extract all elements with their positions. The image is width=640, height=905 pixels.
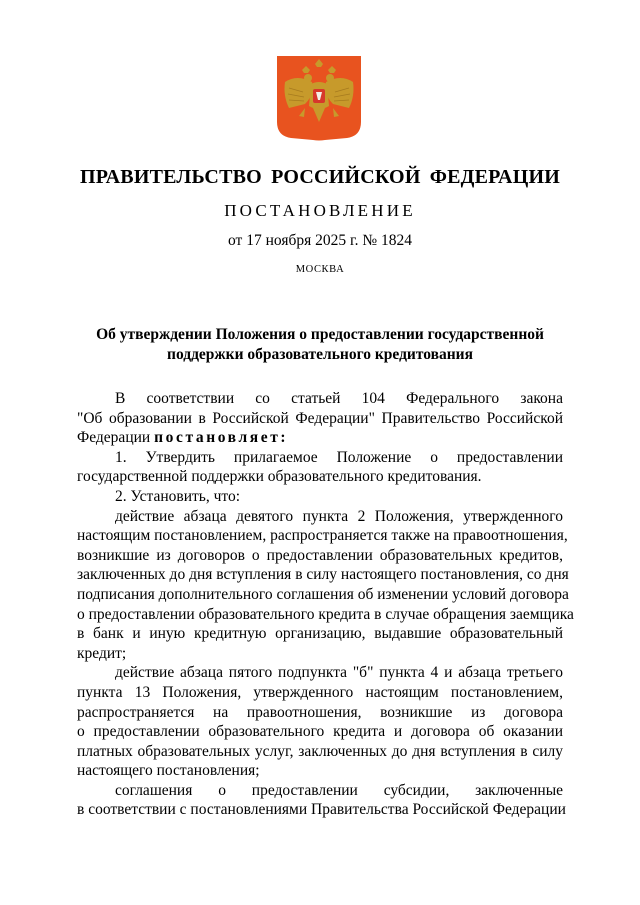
resolves-keyword: постановляет:	[154, 429, 289, 447]
document-heading	[0, 325, 640, 365]
paragraph-line: 1. Утвердить прилагаемое Положение о предоставлении	[115, 448, 563, 466]
document-body	[77, 389, 574, 820]
paragraph-line: платных образовательных услуг, заключенных до дня вступления в силу	[77, 742, 563, 760]
paragraph-line: о предоставлении образовательного кредита в случае обращения заемщика	[77, 605, 574, 623]
document-heading-line: Об утверждении Положения о предоставлении государственной	[96, 326, 544, 343]
paragraph-line: В соответствии со статьей 104 Федерального закона	[115, 390, 563, 407]
paragraph-line: настоящего постановления;	[77, 762, 260, 780]
paragraph-line: настоящим постановлением, распространяется также на правоотношения,	[77, 527, 568, 545]
paragraph-line: в соответствии с постановлениями Правительства Российской Федерации	[77, 801, 566, 819]
paragraph-line: государственной поддержки образовательного кредитования.	[77, 468, 482, 486]
government-title: ПРАВИТЕЛЬСТВО РОССИЙСКОЙ ФЕДЕРАЦИИ	[80, 166, 560, 188]
paragraph-line: соглашения о предоставлении субсидии, заключенные	[115, 781, 563, 799]
document-heading-line: поддержки образовательного кредитования	[167, 346, 473, 363]
paragraph-line: в банк и иную кредитную организацию, выдавшие образовательный	[77, 625, 563, 643]
paragraph-text: Федерации	[77, 429, 155, 447]
document-date-number: от 17 ноября 2025 г. № 1824	[228, 232, 412, 249]
paragraph-line: действие абзаца пятого подпункта "б" пункта 4 и абзаца третьего	[115, 664, 563, 682]
paragraph-line: возникшие из договоров о предоставлении образовательных кредитов,	[77, 546, 563, 564]
paragraph-line: действие абзаца девятого пункта 2 Положения, утвержденного	[115, 507, 563, 525]
paragraph-line: распространяется на правоотношения, возникшие из договора	[77, 703, 563, 721]
russian-coat-of-arms-icon	[277, 56, 361, 142]
paragraph-line: о предоставлении образовательного кредита и договора об оказании	[77, 723, 563, 741]
paragraph-line	[77, 428, 563, 448]
document-city: МОСКВА	[295, 264, 345, 275]
paragraph-line: 2. Установить, что:	[115, 487, 241, 505]
paragraph-line: кредит;	[77, 644, 127, 662]
paragraph-line: заключенных до дня вступления в силу настоящего постановления, со дня	[77, 566, 569, 584]
paragraph-line: подписания дополнительного соглашения об изменении условий договора	[77, 585, 569, 603]
document-type: ПОСТАНОВЛЕНИЕ	[224, 201, 416, 220]
paragraph-line: "Об образовании в Российской Федерации" Правительство Российской	[77, 409, 563, 427]
paragraph-line: пункта 13 Положения, утвержденного настоящим постановлением,	[77, 683, 563, 701]
